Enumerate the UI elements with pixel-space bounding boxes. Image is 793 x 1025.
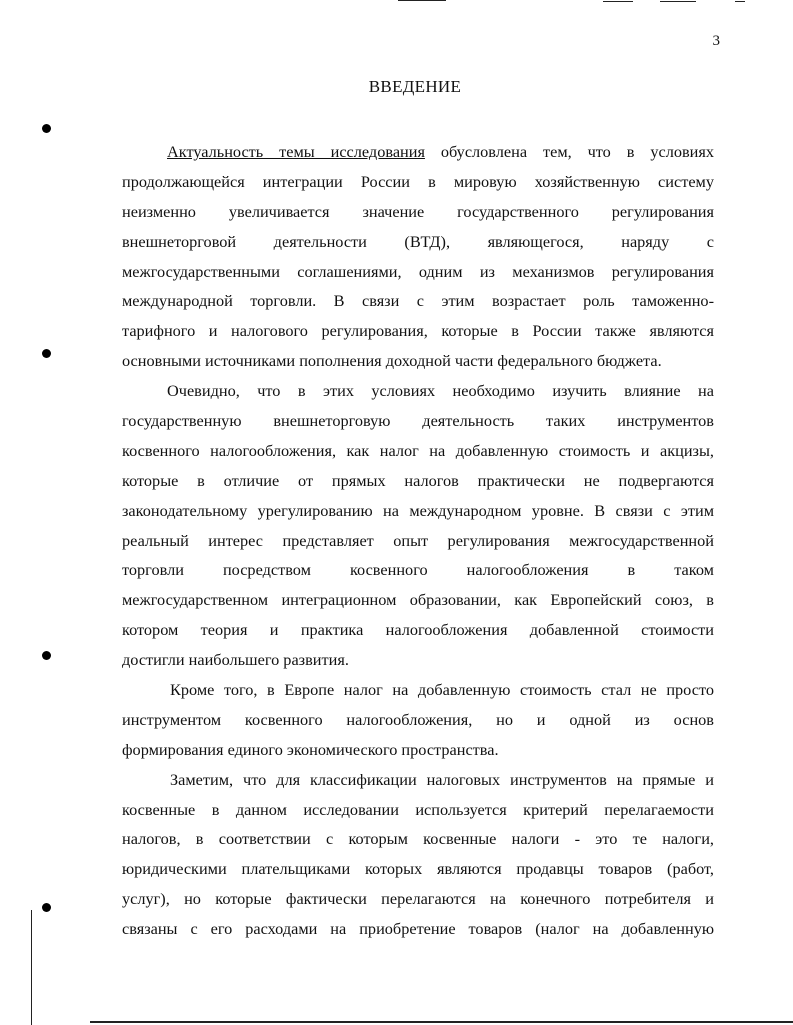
paragraph-relevance	[122, 137, 714, 376]
text-line: государственную внешнеторговую деятельность таких инструментов	[122, 411, 714, 431]
binding-hole-1	[42, 124, 51, 133]
binding-hole-2	[42, 349, 51, 358]
text-line: Заметим, что для классификации налоговых инструментов на прямые и	[170, 769, 714, 789]
page-number: 3	[712, 33, 720, 49]
text-line: инструментом косвенного налогообложения, но и одной из основ	[122, 709, 714, 729]
top-scan-line-2	[603, 1, 633, 2]
text-line: услуг), но которые фактически перелагаются на конечного потребителя и	[122, 889, 714, 909]
text-line: косвенного налогообложения, как налог на добавленную стоимость и акцизы,	[122, 440, 714, 460]
text-line: котором теория и практика налогообложения добавленной стоимости	[122, 620, 714, 640]
text-line: законодательному урегулированию на международном уровне. В связи с этим	[122, 500, 714, 520]
text-line: межгосударственными соглашениями, одним из механизмов регулирования	[122, 261, 714, 281]
emphasis-phrase: Актуальность темы исследования	[167, 142, 425, 161]
text-line: юридическими плательщиками которых являются продавцы товаров (работ,	[122, 859, 714, 879]
text-line: продолжающейся интеграции России в мировую хозяйственную систему	[122, 171, 714, 191]
text-line: реальный интерес представляет опыт регулирования межгосударственной	[122, 530, 714, 550]
paragraph-europe-vat	[122, 675, 714, 765]
text-line: формирования единого экономического пространства.	[122, 739, 499, 759]
top-scan-line-3	[660, 1, 696, 2]
text-line: достигли наибольшего развития.	[122, 650, 349, 670]
text-line: международной торговли. В связи с этим возрастает роль таможенно-	[122, 291, 714, 311]
text-line: Кроме того, в Европе налог на добавленную стоимость стал не просто	[170, 680, 714, 700]
body-text	[122, 137, 714, 944]
text-line: связаны с его расходами на приобретение товаров (налог на добавленную	[122, 919, 714, 939]
text-line: косвенные в данном исследовании используется критерий перелагаемости	[122, 799, 714, 819]
binding-hole-4	[42, 903, 51, 912]
left-margin-line	[31, 910, 32, 1025]
text-line: налогов, в соответствии с которым косвенные налоги - это те налоги,	[122, 829, 714, 849]
text-line: которые в отличие от прямых налогов практически не подвергаются	[122, 470, 714, 490]
text-line: торговли посредством косвенного налогообложения в таком	[122, 560, 714, 580]
page-title: ВВЕДЕНИЕ	[368, 77, 462, 96]
bottom-scan-line	[90, 1021, 793, 1023]
text-line: межгосударственном интеграционном образовании, как Европейский союз, в	[122, 590, 714, 610]
paragraph-classification	[122, 765, 714, 944]
text-line: Очевидно, что в этих условиях необходимо изучить влияние на	[167, 381, 714, 401]
paragraph-indirect-taxation	[122, 376, 714, 675]
top-scan-line-1	[398, 0, 446, 1]
text-line: основными источниками пополнения доходной части федерального бюджета.	[122, 351, 662, 371]
text-line: неизменно увеличивается значение государственного регулирования	[122, 201, 714, 221]
text-line: Актуальность темы исследования обусловлена тем, что в условиях	[167, 142, 714, 161]
text-line: тарифного и налогового регулирования, которые в России также являются	[122, 321, 714, 341]
binding-hole-3	[42, 651, 51, 660]
text-line: внешнеторговой деятельности (ВТД), являющегося, наряду с	[122, 231, 714, 251]
top-scan-line-4	[735, 1, 745, 2]
